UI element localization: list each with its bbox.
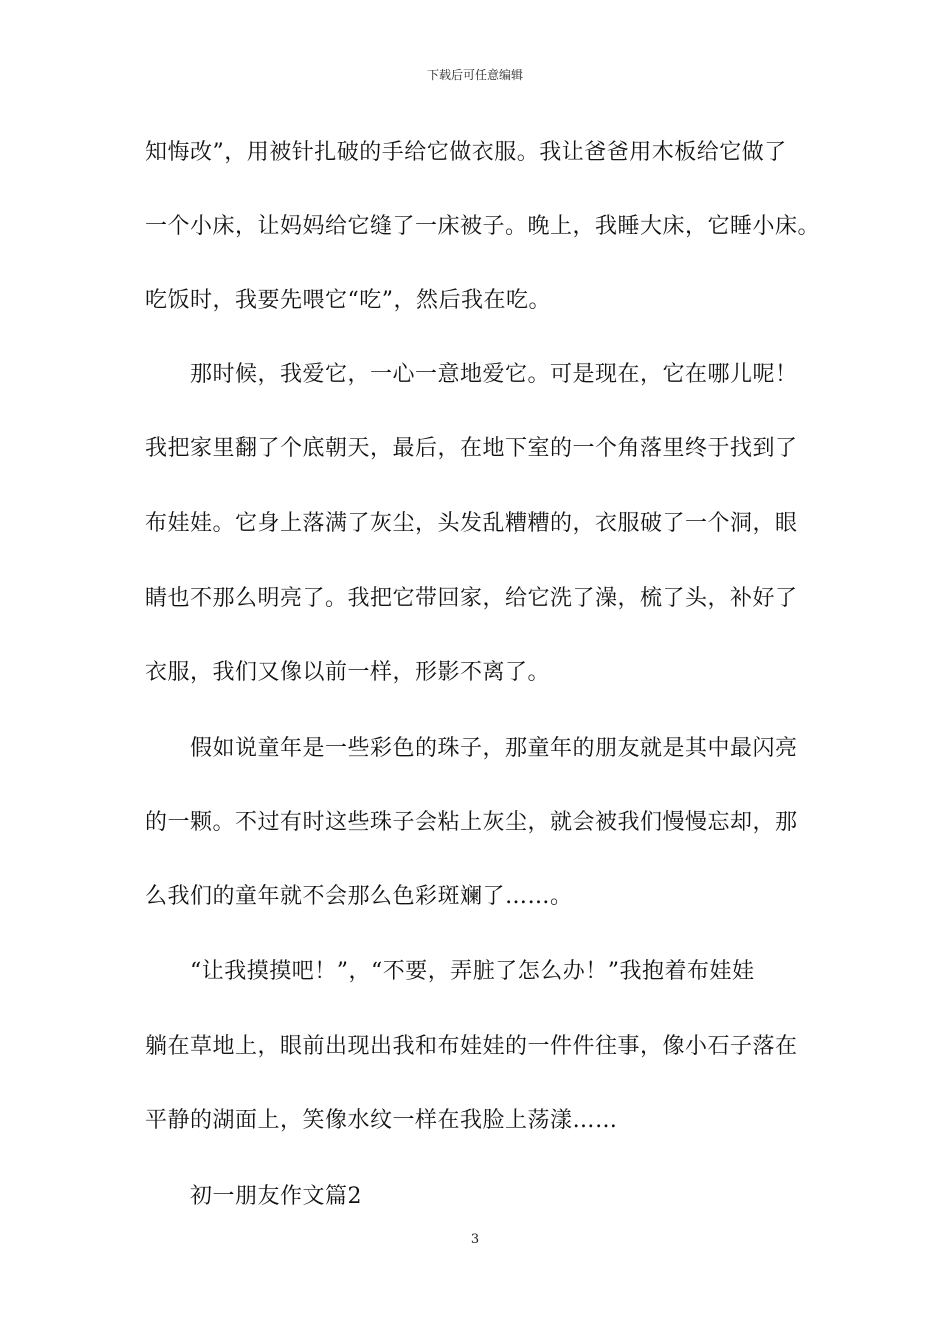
text-line: 假如说童年是一些彩色的珠子，那童年的朋友就是其中最闪亮: [190, 736, 798, 761]
text-line: 睛也不那么明亮了。我把它带回家，给它洗了澡，梳了头，补好了: [145, 586, 798, 611]
text-line: 我把家里翻了个底朝天，最后，在地下室的一个角落里终于找到了: [145, 436, 798, 461]
text-line: 知悔改”，用被针扎破的手给它做衣服。我让爸爸用木板给它做了: [145, 140, 787, 165]
page-header: 下载后可任意编辑: [426, 68, 523, 82]
text-line: 平静的湖面上，笑像水纹一样在我脸上荡漾……: [145, 1108, 618, 1133]
text-line: 衣服，我们又像以前一样，形影不离了。: [145, 660, 551, 685]
text-line: 吃饭时，我要先喂它“吃”，然后我在吃。: [145, 288, 551, 313]
text-line: 么我们的童年就不会那么色彩斑斓了……。: [145, 884, 573, 909]
text-line: 一个小床，让妈妈给它缝了一床被子。晚上，我睡大床，它睡小床。: [145, 214, 821, 239]
section-heading: 初一朋友作文篇2: [190, 1184, 362, 1209]
text-line: 那时候，我爱它，一心一意地爱它。可是现在，它在哪儿呢！: [190, 362, 798, 387]
text-line: 躺在草地上，眼前出现出我和布娃娃的一件件往事，像小石子落在: [145, 1034, 798, 1059]
text-line: 布娃娃。它身上落满了灰尘，头发乱糟糟的，衣服破了一个洞，眼: [145, 511, 798, 536]
page-number: 3: [470, 1232, 480, 1247]
text-line: “让我摸摸吧！”，“不要，弄脏了怎么办！”我抱着布娃娃: [190, 959, 755, 984]
text-line: 的一颗。不过有时这些珠子会粘上灰尘，就会被我们慢慢忘却，那: [145, 810, 798, 835]
